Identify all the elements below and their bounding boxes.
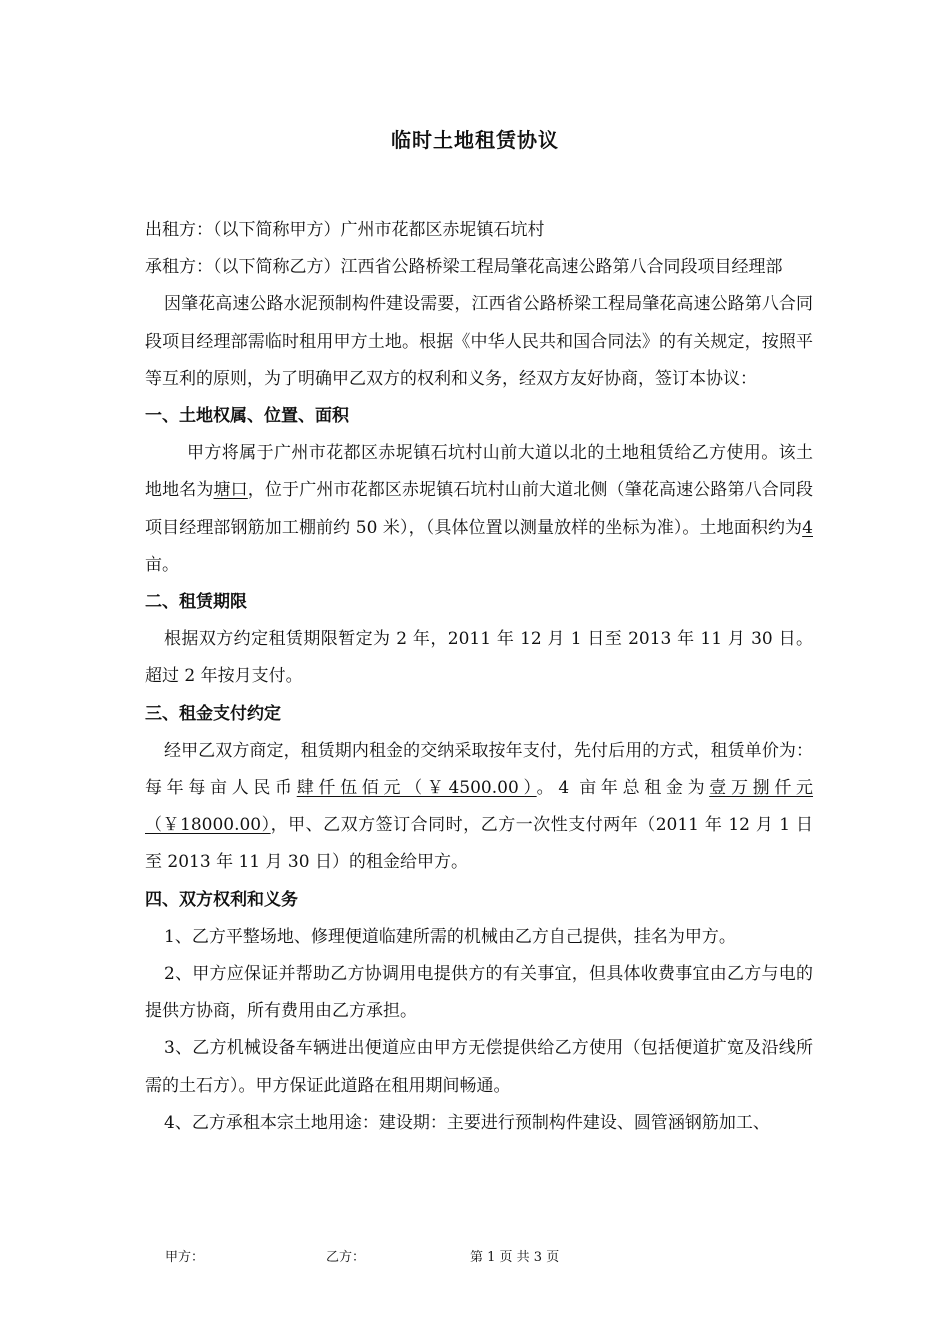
section4-item4: 4、乙方承租本宗土地用途：建设期：主要进行预制构件建设、圆管涵钢筋加工、 <box>164 1112 770 1133</box>
section3-paragraph <box>145 733 813 882</box>
footer-party-a: 甲方： <box>165 1250 205 1265</box>
section1-heading: 一、土地权属、位置、面积 <box>145 406 349 427</box>
place-name: 塘口 <box>213 480 248 501</box>
lessee-label: 承租方： <box>145 257 213 278</box>
section2-heading: 二、租赁期限 <box>145 592 247 613</box>
section2-paragraph: 根据双方约定租赁期限暂定为 2 年，2011 年 12 月 1 日至 2013 年 11 月 30 日。超过 2 年按月支付。 <box>145 629 813 687</box>
footer-party-b: 乙方： <box>326 1250 366 1265</box>
section3-text-b: 。4 亩年总租金为 <box>536 778 710 799</box>
section4-item2: 2、甲方应保证并帮助乙方协调用电提供方的有关事宜，但具体收费事宜由乙方与电的提供方协商，所有费用由乙方承担。 <box>145 964 813 1022</box>
footer-page-info: 第 1 页 共 3 页 <box>470 1250 560 1265</box>
document-body <box>145 212 813 1142</box>
land-area: 4 <box>802 517 813 538</box>
section1-paragraph <box>145 435 813 584</box>
total-rent: 壹万捌仟元（￥18000.00） <box>145 778 814 836</box>
section3-heading: 三、租金支付约定 <box>145 703 281 724</box>
lessor-line <box>145 212 813 249</box>
document-title: 临时土地租赁协议 <box>391 128 559 152</box>
section4-item1: 1、乙方平整场地、修理便道临建所需的机械由乙方自己提供，挂名为甲方。 <box>164 926 736 947</box>
section1-text-b: ，位于广州市花都区赤坭镇石坑村山前大道北侧（肇花高速公路第八合同段项目经理部钢筋加工棚前约 50 米），（具体位置以测量放样的坐标为准）。土地面积约为 <box>145 480 814 538</box>
lessee-value: （以下简称乙方）江西省公路桥梁工程局肇花高速公路第八合同段项目经理部 <box>213 257 783 278</box>
area-unit: 亩。 <box>145 554 179 575</box>
lessee-line <box>145 249 813 286</box>
section1-text-a: 甲方将属于广州市花都区赤坭镇石坑村山前大道以北的土地租赁给乙方使用。该土地地名为 <box>145 443 813 501</box>
lessor-label: 出租方： <box>145 220 213 240</box>
unit-price: 肆仟伍佰元（￥4500.00） <box>296 778 537 799</box>
section4-item3: 3、乙方机械设备车辆进出便道应由甲方无偿提供给乙方使用（包括便道扩宽及沿线所需的土石方）。甲方保证此道路在租用期间畅通。 <box>145 1038 813 1096</box>
lessor-value: （以下简称甲方）广州市花都区赤坭镇石坑村 <box>213 220 545 240</box>
section3-text-c: ，甲、乙双方签订合同时，乙方一次性支付两年（2011 年 12 月 1 日至 2013 年 11 月 30 日）的租金给甲方。 <box>145 815 813 873</box>
section4-heading: 四、双方权利和义务 <box>145 889 298 910</box>
intro-paragraph: 因肇花高速公路水泥预制构件建设需要，江西省公路桥梁工程局肇花高速公路第八合同段项目经理部需临时租用甲方土地。根据《中华人民共和国合同法》的有关规定，按照平等互利的原则，为了明确甲乙双方的权利和义务，经双方友好协商，签订本协议： <box>145 294 813 389</box>
section3-text-a: 经甲乙双方商定，租赁期内租金的交纳采取按年支付，先付后用的方式，租赁单价为：每年每亩人民币 <box>145 740 813 799</box>
